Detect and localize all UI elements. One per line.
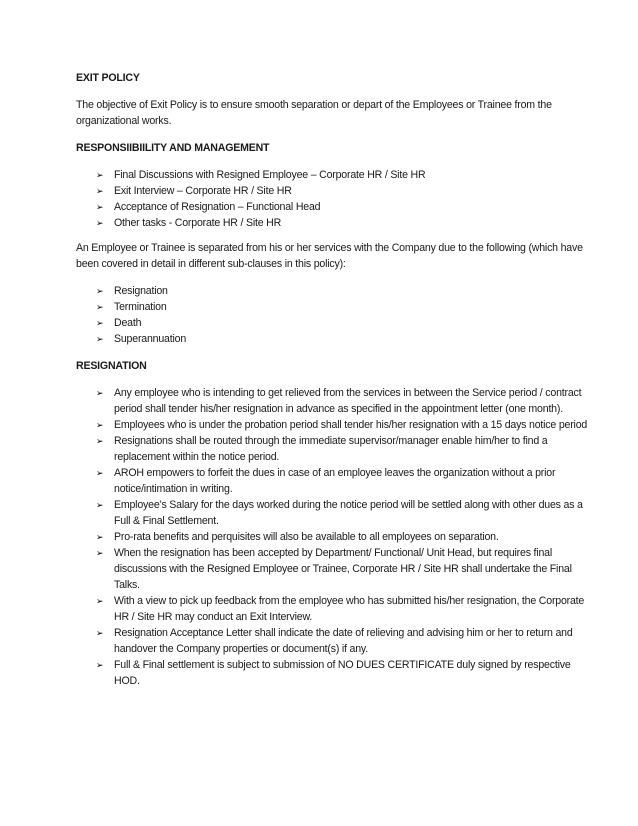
arrow-bullet-icon: ➢: [96, 186, 104, 196]
arrow-bullet-icon: ➢: [96, 628, 104, 638]
resignation-list: [76, 385, 598, 689]
list-item: ➢ Full & Final settlement is subject to submission of NO DUES CERTIFICATE duly signed by respective HOD.: [96, 659, 571, 687]
list-item: ➢ Termination: [96, 301, 167, 313]
arrow-bullet-icon: ➢: [96, 202, 104, 212]
arrow-bullet-icon: ➢: [96, 334, 104, 344]
arrow-bullet-icon: ➢: [96, 532, 104, 542]
list-item: ➢ Resignation: [96, 285, 168, 297]
arrow-bullet-icon: ➢: [96, 286, 104, 296]
list-item: ➢ Final Discussions with Resigned Employee – Corporate HR / Site HR: [96, 169, 426, 181]
arrow-bullet-icon: ➢: [96, 170, 104, 180]
list-item: ➢ With a view to pick up feedback from the employee who has submitted his/her resignation, the Corporate HR / Site HR may conduct an Exit Interview.: [96, 595, 585, 623]
exit-policy-heading: EXIT POLICY: [76, 72, 140, 84]
arrow-bullet-icon: ➢: [96, 468, 104, 478]
list-item: ➢ Superannuation: [96, 333, 187, 345]
list-item: ➢ Employee’s Salary for the days worked during the notice period will be settled along with other dues as a Full & Final Settlement.: [96, 499, 583, 527]
arrow-bullet-icon: ➢: [96, 318, 104, 328]
exit-policy-objective: The objective of Exit Policy is to ensure smooth separation or depart of the Employees or Trainee from the organizational works.: [76, 99, 552, 127]
list-item: ➢ Acceptance of Resignation – Functional Head: [96, 201, 321, 213]
responsibility-list: [76, 167, 598, 231]
arrow-bullet-icon: ➢: [96, 436, 104, 446]
arrow-bullet-icon: ➢: [96, 420, 104, 430]
arrow-bullet-icon: ➢: [96, 660, 104, 670]
arrow-bullet-icon: ➢: [96, 500, 104, 510]
list-item: ➢ Pro-rata benefits and perquisites will also be available to all employees on separation.: [96, 531, 499, 543]
resignation-heading: RESIGNATION: [76, 360, 147, 372]
separation-types-list: [76, 283, 598, 347]
arrow-bullet-icon: ➢: [96, 218, 104, 228]
list-item: ➢ Other tasks - Corporate HR / Site HR: [96, 217, 282, 229]
list-item: ➢ Resignation Acceptance Letter shall indicate the date of relieving and advising him or her to return and handover the Company properties or document(s) if any.: [96, 627, 573, 655]
separation-intro: An Employee or Trainee is separated from his or her services with the Company due to the following (which have been covered in detail in different sub-clauses in this policy):: [76, 242, 583, 270]
list-item: ➢ Resignations shall be routed through the immediate supervisor/manager enable him/her to find a replacement within the notice period.: [96, 435, 548, 463]
list-item: ➢ Exit Interview – Corporate HR / Site HR: [96, 185, 292, 197]
list-item: ➢ Death: [96, 317, 142, 329]
list-item: ➢ When the resignation has been accepted by Department/ Functional/ Unit Head, but requires final discussions with the Resigned Employee or Trainee, Corporate HR / Site HR shall undertake the Final Talks.: [96, 547, 572, 591]
arrow-bullet-icon: ➢: [96, 548, 104, 558]
responsibility-heading: RESPONSIIBIILITY AND MANAGEMENT: [76, 142, 270, 154]
arrow-bullet-icon: ➢: [96, 388, 104, 398]
list-item: ➢ Any employee who is intending to get relieved from the services in between the Service period / contract period shall tender his/her resignation in advance as specified in the appointment letter (one month).: [96, 387, 582, 415]
list-item: ➢ AROH empowers to forfeit the dues in case of an employee leaves the organization without a prior notice/intimation in writing.: [96, 467, 556, 495]
arrow-bullet-icon: ➢: [96, 302, 104, 312]
arrow-bullet-icon: ➢: [96, 596, 104, 606]
list-item: ➢ Employees who is under the probation period shall tender his/her resignation with a 15 days notice period: [96, 419, 588, 431]
